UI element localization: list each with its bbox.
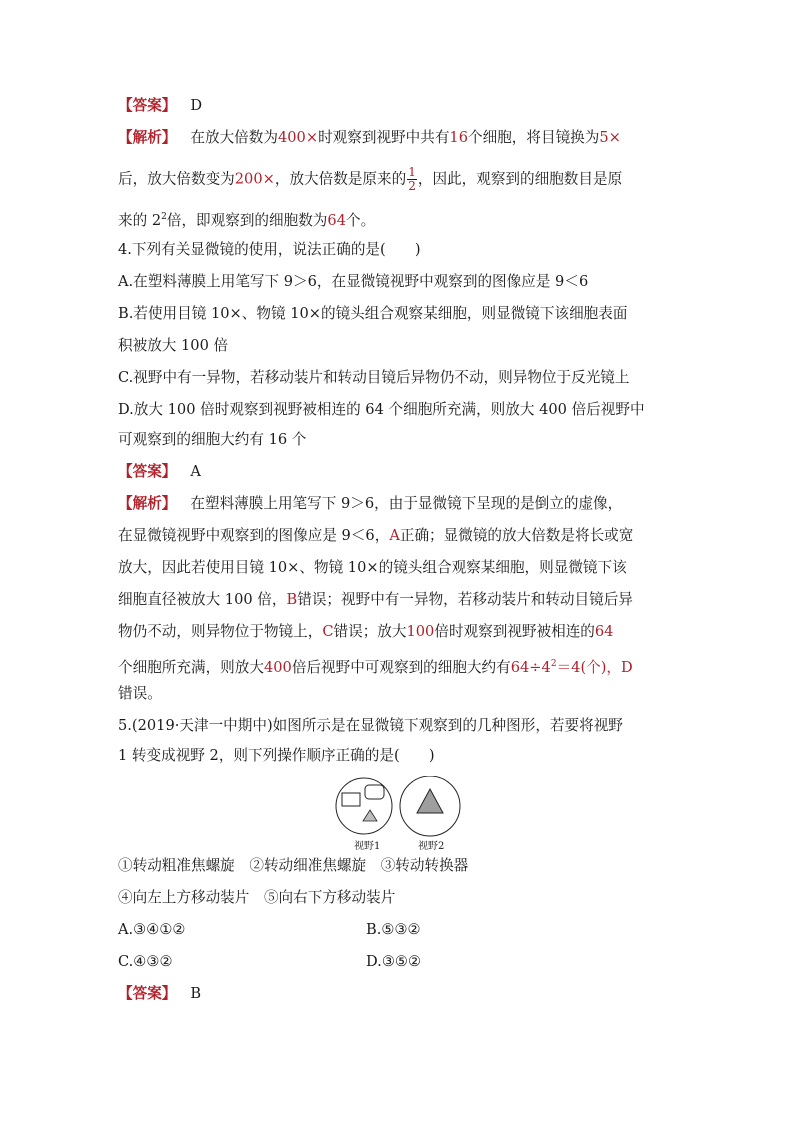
text: C <box>322 623 334 640</box>
answer-tag: 【答案】 <box>118 985 177 1002</box>
q5-answer: B <box>190 985 202 1002</box>
text: ＝4(个)，D <box>556 658 633 676</box>
text: B <box>286 591 298 608</box>
text: 细胞直径被放大 100 倍， <box>118 591 287 608</box>
q4-analysis-line-5 <box>118 622 613 642</box>
q5-option-d: D.③⑤② <box>366 953 422 970</box>
text: 个。 <box>345 211 376 229</box>
q5-steps-1: ①转动粗准焦螺旋 ②转动细准焦螺旋 ③转动转换器 <box>118 857 469 874</box>
field-2-large-triangle <box>417 789 443 813</box>
q3-answer-line <box>118 96 202 116</box>
text: 倍后视野中可观察到的细胞大约有 <box>291 658 511 676</box>
text: 200× <box>234 170 275 188</box>
q4-analysis-line-2 <box>118 526 633 546</box>
superscript: 2 <box>161 212 167 222</box>
text: 时观察到视野中共有 <box>318 129 450 146</box>
text: 个细胞，将目镜换为 <box>468 129 600 146</box>
text: 来的 2 <box>118 211 162 229</box>
text: 在放大倍数为 <box>190 129 278 146</box>
q4-analysis-line-3: 放大，因此若使用目镜 10×、物镜 10×的镜头组合观察某细胞，则显微镜下该 <box>118 559 627 576</box>
field-2-label: 视野2 <box>418 841 445 852</box>
q3-analysis-line-1 <box>118 128 621 148</box>
q5-stem: 5.(2019·天津一中期中)如图所示是在显微镜下观察到的几种图形，若要将视野 <box>118 717 623 734</box>
text: 错误；视野中有一异物，若移动装片和转动目镜后异 <box>297 591 633 608</box>
q4-option-d: D.放大 100 倍时观察到视野被相连的 64 个细胞所充满，则放大 400 倍后视野中 <box>118 401 645 418</box>
text: ，放大倍数是原来的 <box>274 170 407 188</box>
q3-analysis-line-2 <box>118 166 622 193</box>
analysis-tag: 【解析】 <box>118 495 177 512</box>
fraction <box>407 166 417 193</box>
q4-option-a: A.在塑料薄膜上用笔写下 9＞6，在显微镜视野中观察到的图像应是 9＜6 <box>118 273 589 290</box>
q4-option-b: B.若使用目镜 10×、物镜 10×的镜头组合观察某细胞，则显微镜下该细胞表面 <box>118 305 628 322</box>
superscript: 2 <box>550 659 557 669</box>
analysis-tag: 【解析】 <box>118 129 177 146</box>
text: 16 <box>449 129 468 146</box>
text: 物仍不动，则异物位于物镜上， <box>118 623 323 640</box>
text: 400× <box>277 129 319 146</box>
text: 64÷4 <box>510 658 551 676</box>
q4-analysis-line-6 <box>118 654 633 678</box>
q3-analysis-line-3 <box>118 207 375 231</box>
text: 倍时观察到视野被相连的 <box>434 623 595 640</box>
field-of-view-diagram <box>330 776 470 838</box>
text: 64 <box>327 211 346 229</box>
q4-option-d-cont: 可观察到的细胞大约有 16 个 <box>118 431 307 448</box>
field-1-rectangle <box>342 793 360 806</box>
text: 个细胞所充满，则放大 <box>118 658 264 676</box>
text: 400 <box>263 658 292 676</box>
field-1-label: 视野1 <box>354 841 381 852</box>
answer-tag: 【答案】 <box>118 97 177 114</box>
text: 5× <box>599 129 621 146</box>
q5-option-a: A.③④①② <box>118 921 186 938</box>
field-1-small-triangle <box>363 810 377 821</box>
q4-answer-line <box>118 462 201 482</box>
text: 100 <box>406 623 435 640</box>
q3-answer: D <box>190 97 203 114</box>
q5-option-c: C.④③② <box>118 953 173 970</box>
q5-steps-2: ④向左上方移动装片 ⑤向右下方移动装片 <box>118 889 396 906</box>
q4-stem: 4.下列有关显微镜的使用，说法正确的是( ) <box>118 241 421 258</box>
q4-analysis-line-4 <box>118 590 633 610</box>
answer-tag: 【答案】 <box>118 463 177 480</box>
q5-stem-cont: 1 转变成视野 2，则下列操作顺序正确的是( ) <box>118 747 435 764</box>
text: 后，放大倍数变为 <box>118 170 235 188</box>
q5-option-b: B.⑤③② <box>366 921 421 938</box>
text: ，因此，观察到的细胞数目是原 <box>417 170 623 188</box>
text: 正确；显微镜的放大倍数是将长或宽 <box>399 527 634 544</box>
text: 在显微镜视野中观察到的图像应是 9＜6， <box>118 527 390 544</box>
microscope-field-figure <box>330 776 470 850</box>
text: 在塑料薄膜上用笔写下 9＞6，由于显微镜下呈现的是倒立的虚像， <box>190 495 623 512</box>
fraction-denominator: 2 <box>408 179 416 193</box>
text: 错误；放大 <box>333 623 407 640</box>
q4-option-c: C.视野中有一异物，若移动装片和转动目镜后异物仍不动，则异物位于反光镜上 <box>118 369 630 386</box>
q4-option-b-cont: 积被放大 100 倍 <box>118 337 229 354</box>
fraction-numerator: 1 <box>408 165 416 179</box>
q4-answer: A <box>190 463 201 480</box>
q4-analysis-line-1 <box>118 494 622 514</box>
field-1-rounded-rect <box>365 785 384 799</box>
text: 倍，即观察到的细胞数为 <box>166 211 328 229</box>
q5-answer-line <box>118 984 201 1004</box>
text: A <box>389 527 400 544</box>
text: 64 <box>594 623 614 640</box>
q4-analysis-line-7: 错误。 <box>118 685 162 702</box>
